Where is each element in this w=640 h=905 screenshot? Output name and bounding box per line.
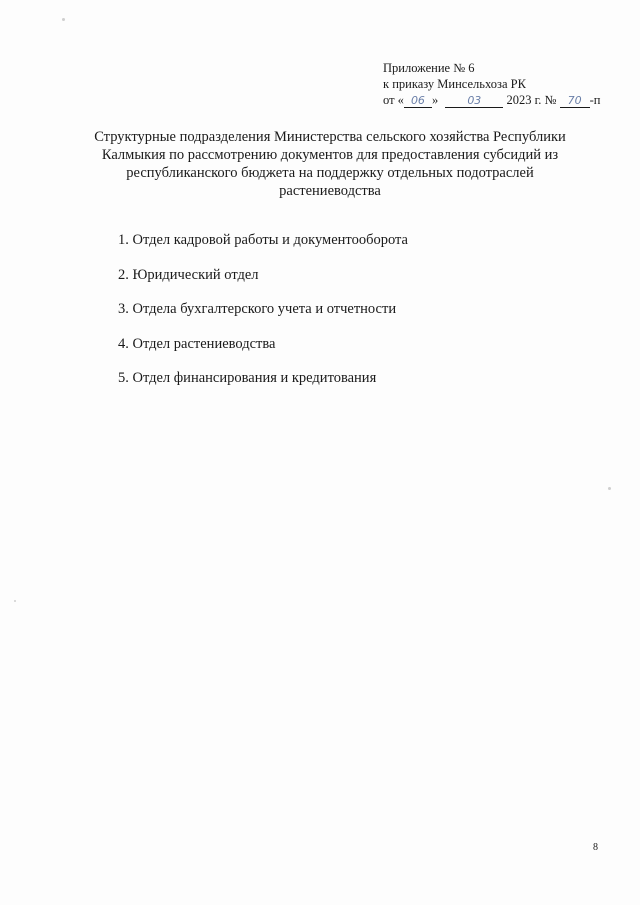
- department-list: [118, 231, 408, 404]
- page-number: 8: [593, 842, 598, 853]
- scan-speck: [608, 487, 611, 490]
- list-item: 4. Отдел растениеводства: [118, 335, 276, 352]
- scan-speck: [62, 18, 65, 21]
- list-item: 3. Отдела бухгалтерского учета и отчетности: [118, 301, 397, 317]
- appendix-date-line: [383, 92, 600, 108]
- list-item: 5. Отдел финансирования и кредитования: [118, 370, 377, 386]
- handwritten-day: 06: [404, 94, 432, 108]
- appendix-order-reference: к приказу Минсельхоза РК: [383, 77, 526, 91]
- date-prefix: от «: [383, 93, 404, 107]
- appendix-header: [383, 60, 600, 108]
- year-text: 2023 г. №: [506, 93, 557, 107]
- date-close-quote: »: [431, 93, 439, 107]
- order-suffix: -п: [589, 93, 601, 107]
- document-title: Структурные подразделения Министерства сельского хозяйства Республики Калмыкия по рассмотрению документов для предоставления субсидий из республиканского бюджета на поддержку отдельных подотраслей растениеводства: [94, 129, 566, 199]
- handwritten-month: 03: [445, 94, 503, 108]
- appendix-number: Приложение № 6: [383, 61, 475, 75]
- list-item: 2. Юридический отдел: [118, 266, 259, 283]
- list-item: 1. Отдел кадровой работы и документооборота: [118, 232, 408, 248]
- scan-speck: [14, 600, 16, 602]
- handwritten-order-number: 70: [560, 94, 590, 108]
